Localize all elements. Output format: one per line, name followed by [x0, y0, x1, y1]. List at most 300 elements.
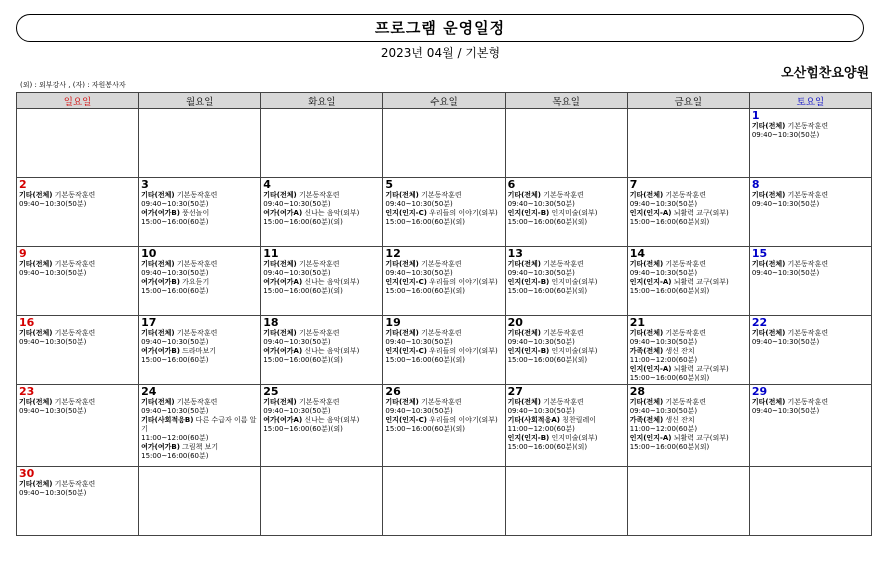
program-entry — [630, 209, 747, 227]
program-category: 인지(인지-B) — [507, 347, 550, 355]
day-number: 1 — [751, 109, 760, 122]
calendar-day-cell — [749, 109, 871, 178]
calendar-week-row — [17, 178, 872, 247]
day-number: 18 — [263, 316, 279, 329]
weekday-header-tue: 화요일 — [261, 93, 383, 109]
program-time: 15:00~16:00(60분) — [141, 218, 209, 226]
day-number: 28 — [629, 385, 646, 398]
program-time: 15:00~16:00(60분)(외) — [507, 218, 588, 226]
program-name: 기본동작훈련 — [541, 260, 584, 268]
calendar-day-cell — [627, 109, 749, 178]
program-name: 기본동작훈련 — [174, 329, 218, 337]
program-name: 기본동작훈련 — [174, 398, 218, 406]
calendar-day-cell — [261, 467, 383, 536]
program-entry — [263, 347, 380, 365]
calendar-day-cell — [505, 467, 627, 536]
calendar-day-cell — [139, 178, 261, 247]
day-number: 22 — [751, 316, 768, 329]
calendar-day-cell — [139, 467, 261, 536]
day-number: 30 — [19, 467, 35, 480]
program-time: 09:40~10:30(50분) — [385, 269, 453, 277]
program-time: 15:00~16:00(60분)(외) — [263, 287, 343, 295]
program-time: 15:00~16:00(60분)(외) — [629, 287, 710, 295]
program-name: 풍선놀이 — [179, 209, 210, 217]
weekday-header-row — [17, 93, 872, 109]
program-category: 기타(전체) — [263, 329, 297, 337]
day-number: 6 — [507, 178, 516, 191]
calendar-table — [16, 92, 872, 536]
program-entry — [630, 278, 747, 296]
program-entry — [141, 416, 258, 443]
day-number: 7 — [629, 178, 638, 191]
calendar-day-cell — [261, 385, 383, 467]
program-category: 기타(전체) — [141, 260, 175, 268]
program-time: 09:40~10:30(50분) — [385, 200, 453, 208]
program-category: 기타(전체) — [751, 398, 786, 406]
calendar-day-cell — [627, 385, 749, 467]
program-entry — [385, 191, 502, 209]
program-entry — [508, 416, 625, 434]
program-category: 여가(여가A) — [263, 347, 303, 355]
program-entry — [263, 260, 380, 278]
program-name: 기본동작훈련 — [52, 398, 96, 406]
program-name: 기본동작훈련 — [785, 329, 829, 337]
program-entry — [385, 260, 502, 278]
program-category: 기타(전체) — [141, 191, 175, 199]
program-name: 기본동작훈련 — [541, 398, 584, 406]
program-entry — [263, 398, 380, 416]
program-time: 09:40~10:30(50분) — [141, 200, 209, 208]
calendar-body — [17, 109, 872, 536]
calendar-week-row — [17, 109, 872, 178]
program-entry — [508, 278, 625, 296]
weekday-header-wed: 수요일 — [383, 93, 505, 109]
program-name: 신나는 음악(외부) — [302, 278, 360, 286]
calendar-day-cell — [261, 247, 383, 316]
program-category: 기타(전체) — [385, 191, 419, 199]
program-name: 기본동작훈련 — [418, 398, 462, 406]
program-entry — [752, 329, 869, 347]
program-name: 뇌활력 교구(외부) — [671, 434, 729, 442]
program-category: 기타(전체) — [507, 398, 542, 406]
day-number: 19 — [385, 316, 401, 329]
day-number: 11 — [263, 247, 279, 260]
program-entry — [141, 443, 258, 461]
calendar-day-cell — [383, 316, 505, 385]
program-name: 기본동작훈련 — [174, 260, 218, 268]
program-time: 15:00~16:00(60분)(외) — [263, 425, 343, 433]
calendar-day-cell — [505, 247, 627, 316]
program-time: 09:40~10:30(50분) — [19, 407, 87, 415]
program-time: 09:40~10:30(50분) — [385, 338, 453, 346]
program-name: 신나는 음악(외부) — [302, 209, 360, 217]
program-entry — [630, 347, 747, 365]
calendar-day-cell — [383, 467, 505, 536]
program-entry — [19, 329, 136, 347]
program-name: 기본동작훈련 — [663, 191, 706, 199]
program-category: 기타(전체) — [141, 398, 175, 406]
program-category: 기타(전체) — [751, 260, 786, 268]
program-time: 09:40~10:30(50분) — [507, 338, 575, 346]
program-entry — [141, 260, 258, 278]
program-entry — [508, 347, 625, 365]
day-number: 23 — [19, 385, 35, 398]
calendar-day-cell — [261, 109, 383, 178]
day-number: 21 — [629, 316, 646, 329]
program-category: 기타(전체) — [629, 329, 664, 337]
program-category: 여가(여가A) — [263, 209, 303, 217]
program-category: 여가(여가A) — [263, 416, 303, 424]
calendar-day-cell — [749, 178, 871, 247]
program-category: 기타(전체) — [263, 260, 297, 268]
weekday-header-mon: 월요일 — [139, 93, 261, 109]
program-category: 기타(전체) — [507, 329, 542, 337]
program-category: 인지(인지-B) — [507, 434, 550, 442]
program-category: 기타(전체) — [19, 191, 53, 199]
program-time: 15:00~16:00(60분) — [141, 356, 209, 364]
program-name: 인지미술(외부) — [549, 209, 598, 217]
program-category: 인지(인지-B) — [507, 278, 550, 286]
day-number: 9 — [19, 247, 27, 260]
program-category: 여가(여가B) — [141, 278, 180, 286]
day-number: 27 — [507, 385, 523, 398]
calendar-week-row — [17, 247, 872, 316]
calendar-day-cell — [749, 385, 871, 467]
program-name: 기본동작훈련 — [663, 260, 706, 268]
program-category: 기타(사회적응B) — [141, 416, 194, 424]
program-entry — [141, 347, 258, 365]
program-time: 09:40~10:30(50분) — [751, 338, 820, 346]
program-time: 09:40~10:30(50분) — [507, 269, 575, 277]
weekday-header-sun: 일요일 — [17, 93, 139, 109]
program-name: 기본동작훈련 — [785, 191, 829, 199]
program-entry — [630, 434, 747, 452]
calendar-week-row — [17, 385, 872, 467]
program-entry — [630, 416, 747, 434]
day-number: 2 — [19, 178, 27, 191]
program-time: 15:00~16:00(60분)(외) — [629, 374, 710, 382]
program-entry — [263, 278, 380, 296]
program-time: 15:00~16:00(60분)(외) — [507, 356, 588, 364]
program-time: 09:40~10:30(50분) — [751, 407, 820, 415]
program-entry — [263, 191, 380, 209]
program-entry — [19, 191, 136, 209]
day-number: 10 — [141, 247, 157, 260]
program-entry — [263, 209, 380, 227]
program-category: 기타(전체) — [263, 398, 297, 406]
program-entry — [630, 365, 747, 383]
program-entry — [385, 278, 502, 296]
program-entry — [385, 209, 502, 227]
program-name: 기본동작훈련 — [296, 260, 340, 268]
program-time: 09:40~10:30(50분) — [629, 269, 698, 277]
program-time: 09:40~10:30(50분) — [507, 200, 575, 208]
program-category: 가족(전체) — [629, 416, 664, 424]
calendar-day-cell — [17, 178, 139, 247]
program-time: 09:40~10:30(50분) — [19, 489, 87, 497]
program-name: 우리들의 이야기(외부) — [426, 209, 498, 217]
program-time: 09:40~10:30(50분) — [629, 407, 698, 415]
program-category: 기타(전체) — [751, 191, 786, 199]
day-number: 3 — [141, 178, 149, 191]
calendar-day-cell — [627, 316, 749, 385]
calendar-day-cell — [749, 316, 871, 385]
program-name: 기본동작훈련 — [296, 191, 340, 199]
program-category: 기타(전체) — [385, 260, 419, 268]
day-number: 20 — [507, 316, 523, 329]
program-name: 기본동작훈련 — [52, 260, 96, 268]
program-time: 11:00~12:00(60분) — [629, 356, 698, 364]
program-entry — [630, 398, 747, 416]
program-time: 15:00~16:00(60분)(외) — [385, 287, 465, 295]
program-name: 인지미술(외부) — [549, 347, 598, 355]
calendar-day-cell — [17, 247, 139, 316]
program-name: 기본동작훈련 — [52, 329, 96, 337]
program-time: 09:40~10:30(50분) — [141, 338, 209, 346]
program-entry — [752, 191, 869, 209]
program-time: 09:40~10:30(50분) — [751, 269, 820, 277]
program-time: 09:40~10:30(50분) — [385, 407, 453, 415]
program-name: 뇌활력 교구(외부) — [671, 365, 729, 373]
program-category: 인지(인지-C) — [385, 416, 427, 424]
program-entry — [263, 416, 380, 434]
program-category: 기타(전체) — [141, 329, 175, 337]
program-category: 인지(인지-A) — [629, 365, 672, 373]
program-time: 09:40~10:30(50분) — [629, 200, 698, 208]
program-name: 기본동작훈련 — [663, 398, 706, 406]
program-category: 기타(전체) — [19, 398, 53, 406]
program-entry — [19, 260, 136, 278]
program-time: 09:40~10:30(50분) — [751, 131, 820, 139]
weekday-header-thu: 목요일 — [505, 93, 627, 109]
calendar-day-cell — [383, 247, 505, 316]
program-time: 09:40~10:30(50분) — [263, 269, 331, 277]
calendar-day-cell — [627, 467, 749, 536]
program-entry — [508, 191, 625, 209]
program-category: 기타(전체) — [263, 191, 297, 199]
program-name: 그림책 보기 — [179, 443, 219, 451]
page-subtitle: 2023년 04월 / 기본형 — [380, 46, 501, 60]
program-category: 기타(전체) — [629, 260, 664, 268]
program-category: 인지(인지-B) — [507, 209, 550, 217]
program-name: 뇌활력 교구(외부) — [671, 278, 729, 286]
program-name: 가요듣기 — [179, 278, 210, 286]
calendar-day-cell — [749, 467, 871, 536]
program-category: 여가(여가B) — [141, 209, 180, 217]
calendar-day-cell — [17, 385, 139, 467]
program-entry — [141, 398, 258, 416]
program-name: 기본동작훈련 — [52, 480, 96, 488]
program-category: 기타(전체) — [751, 329, 786, 337]
calendar-day-cell — [261, 178, 383, 247]
calendar-day-cell — [17, 316, 139, 385]
day-number: 4 — [263, 178, 271, 191]
program-time: 09:40~10:30(50분) — [263, 407, 331, 415]
program-time: 09:40~10:30(50분) — [263, 338, 331, 346]
day-number: 24 — [141, 385, 157, 398]
program-time: 15:00~16:00(60분)(외) — [629, 218, 710, 226]
day-number: 8 — [751, 178, 760, 191]
day-number: 5 — [385, 178, 394, 191]
program-time: 09:40~10:30(50분) — [507, 407, 575, 415]
program-entry — [19, 480, 136, 498]
program-time: 09:40~10:30(50분) — [19, 269, 87, 277]
program-name: 기본동작훈련 — [663, 329, 706, 337]
calendar-day-cell — [505, 109, 627, 178]
program-time: 15:00~16:00(60분)(외) — [507, 287, 588, 295]
program-name: 드라마보기 — [179, 347, 216, 355]
calendar-day-cell — [139, 316, 261, 385]
program-name: 우리들의 이야기(외부) — [426, 416, 498, 424]
program-name: 인지미술(외부) — [549, 434, 598, 442]
calendar-day-cell — [261, 316, 383, 385]
program-name: 기본동작훈련 — [541, 191, 584, 199]
calendar-day-cell — [383, 109, 505, 178]
day-number: 26 — [385, 385, 401, 398]
program-name: 우리들의 이야기(외부) — [426, 278, 498, 286]
program-category: 인지(인지-C) — [385, 347, 427, 355]
weekday-header-fri: 금요일 — [627, 93, 749, 109]
program-name: 기본동작훈련 — [418, 260, 462, 268]
page-title: 프로그램 운영일정 — [16, 14, 864, 42]
program-entry — [630, 329, 747, 347]
organization-name: 오산힘찬요양원 — [781, 66, 869, 81]
program-category: 기타(전체) — [385, 398, 419, 406]
calendar-week-row — [17, 467, 872, 536]
program-name: 기본동작훈련 — [541, 329, 584, 337]
program-entry — [141, 329, 258, 347]
calendar-day-cell — [627, 178, 749, 247]
day-number: 17 — [141, 316, 157, 329]
program-category: 인지(인지-A) — [629, 278, 672, 286]
program-category: 인지(인지-C) — [385, 278, 427, 286]
program-entry — [385, 398, 502, 416]
program-entry — [141, 209, 258, 227]
program-time: 15:00~16:00(60분) — [141, 287, 209, 295]
calendar-day-cell — [505, 385, 627, 467]
program-time: 09:40~10:30(50분) — [629, 338, 698, 346]
calendar-day-cell — [505, 178, 627, 247]
program-time: 09:40~10:30(50분) — [19, 200, 87, 208]
program-entry — [752, 398, 869, 416]
program-category: 기타(전체) — [629, 398, 664, 406]
program-time: 15:00~16:00(60분)(외) — [385, 425, 465, 433]
program-category: 여가(여가B) — [141, 443, 180, 451]
program-entry — [385, 329, 502, 347]
program-time: 09:40~10:30(50분) — [263, 200, 331, 208]
program-name: 칭찬릴레이 — [559, 416, 596, 424]
program-time: 15:00~16:00(60분)(외) — [507, 443, 588, 451]
program-name: 기본동작훈련 — [785, 260, 829, 268]
program-category: 여가(여가B) — [141, 347, 180, 355]
calendar-day-cell — [139, 385, 261, 467]
program-category: 기타(전체) — [19, 480, 53, 488]
program-category: 기타(전체) — [507, 260, 542, 268]
program-time: 15:00~16:00(60분)(외) — [629, 443, 710, 451]
program-category: 기타(전체) — [507, 191, 542, 199]
program-category: 인지(인지-C) — [385, 209, 427, 217]
program-category: 기타(전체) — [629, 191, 664, 199]
calendar-day-cell — [139, 109, 261, 178]
program-name: 우리들의 이야기(외부) — [426, 347, 498, 355]
program-time: 11:00~12:00(60분) — [507, 425, 575, 433]
program-name: 기본동작훈련 — [418, 329, 462, 337]
program-name: 인지미술(외부) — [549, 278, 598, 286]
program-entry — [630, 260, 747, 278]
program-time: 15:00~16:00(60분)(외) — [385, 218, 465, 226]
program-name: 기본동작훈련 — [418, 191, 462, 199]
day-number: 15 — [751, 247, 768, 260]
calendar-day-cell — [749, 247, 871, 316]
program-name: 신나는 음악(외부) — [302, 347, 360, 355]
program-time: 15:00~16:00(60분)(외) — [263, 218, 343, 226]
program-entry — [19, 398, 136, 416]
program-time: 09:40~10:30(50분) — [141, 407, 209, 415]
program-time: 11:00~12:00(60분) — [629, 425, 698, 433]
program-category: 인지(인지-A) — [629, 209, 672, 217]
program-name: 신나는 음악(외부) — [302, 416, 360, 424]
program-entry — [752, 260, 869, 278]
program-entry — [508, 398, 625, 416]
day-number: 13 — [507, 247, 523, 260]
program-entry — [508, 329, 625, 347]
calendar-day-cell — [17, 109, 139, 178]
calendar-day-cell — [383, 178, 505, 247]
day-number: 16 — [19, 316, 35, 329]
day-number: 14 — [629, 247, 646, 260]
program-entry — [508, 260, 625, 278]
program-name: 뇌활력 교구(외부) — [671, 209, 729, 217]
calendar-day-cell — [627, 247, 749, 316]
program-entry — [385, 416, 502, 434]
program-entry — [508, 434, 625, 452]
calendar-day-cell — [505, 316, 627, 385]
program-name: 기본동작훈련 — [296, 398, 340, 406]
calendar-week-row — [17, 316, 872, 385]
calendar-day-cell — [139, 247, 261, 316]
program-name: 기본동작훈련 — [785, 398, 829, 406]
program-entry — [141, 278, 258, 296]
calendar-day-cell — [17, 467, 139, 536]
day-number: 25 — [263, 385, 279, 398]
program-category: 가족(전체) — [629, 347, 664, 355]
program-name: 생신 잔치 — [663, 416, 695, 424]
program-entry — [630, 191, 747, 209]
program-time: 15:00~16:00(60분)(외) — [385, 356, 465, 364]
program-category: 기타(전체) — [19, 329, 53, 337]
program-entry — [141, 191, 258, 209]
program-name: 기본동작훈련 — [296, 329, 340, 337]
program-name: 기본동작훈련 — [52, 191, 96, 199]
legend-note: (외) : 외부강사 , (자) : 자원봉사자 — [20, 81, 126, 89]
program-category: 인지(인지-A) — [629, 434, 672, 442]
program-name: 기본동작훈련 — [174, 191, 218, 199]
program-time: 09:40~10:30(50분) — [141, 269, 209, 277]
program-time: 09:40~10:30(50분) — [751, 200, 820, 208]
program-time: 15:00~16:00(60분)(외) — [263, 356, 343, 364]
program-name: 다른 수급자 이름 알기 — [141, 416, 257, 433]
program-entry — [385, 347, 502, 365]
program-category: 기타(전체) — [19, 260, 53, 268]
program-time: 11:00~12:00(60분) — [141, 434, 209, 442]
program-category: 기타(사회적응A) — [507, 416, 560, 424]
program-entry — [263, 329, 380, 347]
calendar-day-cell — [383, 385, 505, 467]
program-time: 15:00~16:00(60분) — [141, 452, 209, 460]
day-number: 29 — [751, 385, 768, 398]
program-entry — [508, 209, 625, 227]
day-number: 12 — [385, 247, 401, 260]
